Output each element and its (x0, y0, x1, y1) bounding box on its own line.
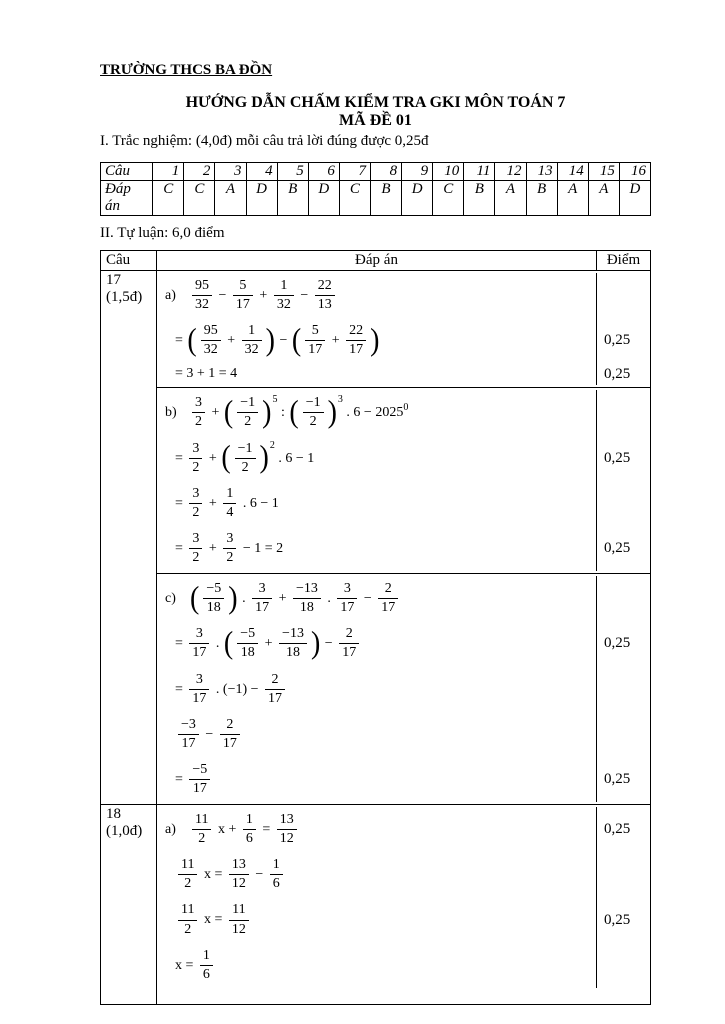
mc-answer: C (153, 181, 184, 216)
section-1-heading: I. Trắc nghiệm: (4,0đ) mỗi câu trả lời đúng được 0,25đ (100, 133, 429, 149)
fraction (279, 626, 307, 661)
mc-answer: D (308, 181, 339, 216)
math-expression: a) $\frac{95}{32}$ − $\frac{5}{17}$ + $\frac{1}{32}$ − $\frac{22}{13}$ (157, 273, 596, 318)
numerator: −5 (189, 762, 210, 780)
math-expression: = 3 + 1 = 4 (175, 366, 238, 382)
fraction (189, 762, 210, 797)
close-paren: ) (265, 322, 275, 358)
fraction (305, 323, 325, 358)
mc-answer: C (433, 181, 464, 216)
numerator: −1 (303, 395, 324, 413)
essay-table-body (101, 271, 650, 1004)
numerator: 3 (252, 581, 272, 599)
solution-line (157, 852, 650, 897)
part-label: c) (165, 590, 176, 606)
mc-answer: A (588, 181, 619, 216)
numerator: 13 (229, 857, 249, 875)
mc-answer: B (464, 181, 495, 216)
denominator: 18 (286, 645, 300, 661)
mc-question-number: 5 (277, 163, 308, 181)
close-paren: ) (228, 580, 238, 616)
fraction (237, 626, 258, 661)
denominator: 32 (244, 342, 259, 358)
numerator: 3 (189, 486, 202, 504)
mc-answer: D (246, 181, 277, 216)
denominator: 2 (184, 921, 192, 937)
numerator: 2 (339, 626, 359, 644)
score-cell: 0,25 (596, 526, 650, 571)
score-cell (596, 852, 650, 897)
mc-question-number: 4 (246, 163, 277, 181)
score-cell: 0,25 (596, 807, 650, 852)
mc-question-number: 11 (464, 163, 495, 181)
math-expression: a) $\frac{11}{2}$ x + $\frac{1}{6}$ = $\frac{13}{12}$ (157, 807, 596, 852)
numerator: −5 (237, 626, 258, 644)
numerator: −13 (293, 581, 321, 599)
numerator: 1 (200, 948, 213, 966)
denominator: 2 (195, 414, 202, 430)
solution-line (157, 757, 650, 802)
fraction (235, 441, 256, 476)
exponent: 3 (337, 394, 343, 406)
fraction (242, 323, 262, 358)
denominator: 17 (308, 342, 323, 358)
math-expression: = ( $\frac{95}{32}$ + $\frac{1}{32}$ ) − ( $\frac{5}{17}$ + $\frac{22}{17}$ ) (175, 322, 380, 358)
open-paren: ( (221, 440, 231, 475)
denominator: 17 (255, 600, 270, 616)
fraction (233, 278, 253, 313)
math-expression: $\frac{11}{2}$ x = $\frac{11}{12}$ (157, 897, 596, 942)
fraction (315, 278, 335, 313)
essay-header-diem: Điểm (596, 251, 650, 270)
mc-answer: C (184, 181, 215, 216)
fraction (192, 812, 211, 847)
essay-header-cau: Câu (101, 251, 157, 270)
fraction (293, 581, 321, 616)
math-expression: = $\frac{3}{2}$ + $\frac{3}{2}$ − 1 = 2 (175, 530, 284, 566)
mc-question-number: 13 (526, 163, 557, 181)
numerator: 1 (243, 812, 256, 830)
math-expression: = $\frac{3}{17}$ . (−1) − $\frac{2}{17}$ (157, 667, 596, 712)
solution-line (157, 943, 650, 988)
mc-answer: A (495, 181, 526, 216)
denominator: 17 (349, 342, 364, 358)
essay-table-header-row (101, 251, 650, 271)
numerator: 3 (192, 395, 205, 413)
denominator: 2 (226, 550, 234, 566)
fraction (203, 581, 224, 616)
fraction (237, 395, 258, 430)
solution-line (157, 712, 650, 757)
part-label: a) (165, 821, 176, 837)
solution-line (157, 897, 650, 942)
denominator: 17 (192, 690, 207, 706)
numerator: 22 (346, 323, 366, 341)
fraction (229, 857, 249, 892)
mc-question-number: 14 (557, 163, 588, 181)
mc-answer: D (619, 181, 650, 216)
denominator: 4 (226, 504, 234, 520)
open-paren: ( (289, 395, 299, 430)
close-paren: ) (259, 440, 269, 475)
fraction (223, 486, 236, 521)
fraction (178, 857, 197, 892)
solution-line (157, 318, 650, 363)
math-expression: c) ( $\frac{-5}{18}$ ) . $\frac{3}{17}$ + $\frac{-13}{18}$ . $\frac{3}{17}$ − $\frac{2}{17}$ (157, 576, 596, 621)
mc-row-label-cau: Câu (101, 163, 153, 181)
denominator: 17 (222, 735, 237, 751)
fraction (189, 626, 209, 661)
essay-row (101, 805, 650, 1004)
denominator: 2 (198, 831, 206, 847)
mc-row-label-dapan: Đáp án (101, 181, 153, 216)
numerator: 3 (189, 626, 209, 644)
denominator: 17 (192, 780, 207, 796)
math-expression: = $\frac{3}{2}$ + $\frac{1}{4}$ . 6 − 1 (175, 485, 279, 520)
score-cell (596, 390, 650, 435)
numerator: −5 (203, 581, 224, 599)
denominator: 32 (203, 342, 218, 358)
numerator: 11 (178, 857, 197, 875)
fraction (303, 395, 324, 430)
score-cell (596, 273, 650, 318)
solution-line (157, 667, 650, 712)
denominator: 2 (309, 414, 317, 430)
numerator: 11 (178, 902, 197, 920)
numerator: 3 (223, 531, 236, 549)
numerator: 3 (189, 441, 202, 459)
open-paren: ( (291, 322, 302, 358)
part-label: a) (165, 287, 176, 303)
numerator: −1 (235, 441, 256, 459)
solution-line (157, 390, 650, 435)
denominator: 2 (241, 459, 249, 475)
numerator: 3 (337, 581, 357, 599)
fraction (200, 948, 213, 983)
math-expression: = $\frac{3}{17}$ . ( $\frac{-5}{18}$ + $\frac{-13}{18}$ ) − $\frac{2}{17}$ (157, 621, 596, 666)
fraction (192, 278, 212, 313)
score-cell: 0,25 (596, 621, 650, 666)
fraction (252, 581, 272, 616)
school-name: TRƯỜNG THCS BA ĐỒN (100, 62, 273, 78)
numerator: 95 (201, 323, 221, 341)
denominator: 17 (192, 645, 207, 661)
answer-part (157, 574, 650, 804)
fraction (270, 857, 283, 892)
numerator: 3 (189, 531, 202, 549)
essay-answer-table (100, 250, 651, 1005)
fraction (189, 672, 209, 707)
essay-question-cell (101, 271, 157, 804)
numerator: 1 (223, 486, 236, 504)
fraction (337, 581, 357, 616)
numerator: −3 (178, 717, 199, 735)
numerator: 2 (220, 717, 240, 735)
exponent: 2 (269, 439, 275, 451)
mc-question-number: 12 (495, 163, 526, 181)
mc-answer: C (339, 181, 370, 216)
exponent: 0 (403, 402, 409, 414)
score-cell: 0,25 (596, 363, 650, 385)
solution-line (157, 436, 650, 481)
denominator: 17 (268, 690, 283, 706)
close-paren: ) (262, 395, 272, 430)
denominator: 18 (299, 600, 314, 616)
question-number: 17 (106, 272, 121, 288)
mc-answer: B (370, 181, 401, 216)
document-title: HƯỚNG DẪN CHẤM KIỂM TRA GKI MÔN TOÁN 7 (185, 94, 566, 111)
score-cell: 0,25 (596, 318, 650, 363)
denominator: 13 (317, 297, 332, 313)
score-cell: 0,25 (596, 757, 650, 802)
mc-question-number: 6 (308, 163, 339, 181)
denominator: 12 (279, 831, 294, 847)
essay-answer-parts (157, 805, 650, 1004)
denominator: 2 (184, 876, 192, 892)
denominator: 6 (272, 876, 280, 892)
numerator: 1 (270, 857, 283, 875)
score-cell (596, 481, 650, 526)
math-expression: = $\frac{3}{2}$ + ( $\frac{-1}{2}$ )$^2$ . 6 − 1 (175, 439, 315, 475)
numerator: 11 (192, 812, 211, 830)
solution-line (157, 576, 650, 621)
solution-line (157, 621, 650, 666)
numerator: 11 (229, 902, 249, 920)
denominator: 32 (195, 297, 209, 313)
fraction (243, 812, 256, 847)
mc-question-number: 15 (588, 163, 619, 181)
fraction (378, 581, 398, 616)
fraction (277, 812, 297, 847)
fraction (223, 531, 236, 566)
solution-line (157, 363, 650, 385)
numerator: 5 (233, 278, 253, 296)
fraction (346, 323, 366, 358)
mc-question-number: 10 (433, 163, 464, 181)
fraction (189, 486, 202, 521)
open-paren: ( (223, 625, 234, 661)
math-expression: x = $\frac{1}{6}$ (157, 943, 596, 988)
fraction (339, 626, 359, 661)
numerator: 13 (277, 812, 297, 830)
score-cell (596, 576, 650, 621)
score-cell: 0,25 (596, 436, 650, 481)
fraction (274, 278, 294, 313)
denominator: 32 (276, 297, 291, 313)
exponent: 5 (272, 394, 278, 406)
denominator: 17 (340, 600, 355, 616)
question-score: (1,0đ) (106, 823, 143, 840)
numerator: 3 (189, 672, 209, 690)
mc-answer: D (402, 181, 433, 216)
open-paren: ( (223, 395, 234, 430)
math-expression: $\frac{11}{2}$ x = $\frac{13}{12}$ − $\frac{1}{6}$ (157, 852, 596, 897)
part-label: b) (165, 405, 177, 421)
mc-answer: A (557, 181, 588, 216)
fraction (201, 323, 221, 358)
document-page (100, 62, 651, 1005)
mc-answer: A (215, 181, 246, 216)
exam-code: MÃ ĐỀ 01 (339, 112, 412, 129)
numerator: 1 (242, 323, 262, 341)
denominator: 6 (202, 966, 210, 982)
fraction (189, 531, 202, 566)
denominator: 18 (240, 645, 255, 661)
denominator: 12 (231, 921, 246, 937)
open-paren: ( (190, 580, 200, 616)
mc-answer: B (277, 181, 308, 216)
denominator: 2 (192, 504, 200, 520)
numerator: 2 (265, 672, 285, 690)
fraction (265, 672, 285, 707)
solution-line (157, 807, 650, 852)
close-paren: ) (310, 625, 321, 661)
denominator: 12 (231, 876, 246, 892)
denominator: 17 (381, 600, 396, 616)
solution-line (157, 273, 650, 318)
numerator: −1 (237, 395, 258, 413)
essay-row (101, 271, 650, 805)
denominator: 6 (245, 831, 253, 847)
essay-answer-parts (157, 271, 650, 804)
mc-question-number: 1 (153, 163, 184, 181)
answer-part (157, 271, 650, 388)
score-cell (596, 667, 650, 712)
mc-question-number: 8 (370, 163, 401, 181)
question-number: 18 (106, 806, 121, 823)
mc-question-number: 7 (339, 163, 370, 181)
solution-line (157, 481, 650, 526)
numerator: 1 (274, 278, 294, 296)
mc-question-number: 2 (184, 163, 215, 181)
mc-question-number: 16 (619, 163, 650, 181)
denominator: 2 (244, 414, 252, 430)
score-cell (596, 712, 650, 757)
solution-line (157, 526, 650, 571)
fraction (178, 902, 197, 937)
numerator: 95 (192, 278, 212, 296)
numerator: 22 (315, 278, 335, 296)
denominator: 2 (192, 459, 200, 475)
fraction (220, 717, 240, 752)
section-2-heading: II. Tự luận: 6,0 điểm (100, 225, 225, 241)
multiple-choice-answer-table (100, 162, 651, 216)
open-paren: ( (187, 322, 197, 358)
question-score: (1,5đ) (106, 289, 143, 305)
mc-answer: B (526, 181, 557, 216)
denominator: 17 (181, 735, 196, 751)
close-paren: ) (327, 395, 337, 430)
answer-part (157, 805, 650, 1004)
numerator: 2 (378, 581, 398, 599)
score-cell (596, 943, 650, 988)
fraction (192, 395, 205, 430)
fraction (178, 717, 199, 752)
close-paren: ) (370, 322, 380, 358)
answer-part (157, 388, 650, 574)
score-cell: 0,25 (596, 897, 650, 942)
math-expression: $\frac{-3}{17}$ − $\frac{2}{17}$ (157, 712, 596, 757)
denominator: 2 (192, 550, 200, 566)
math-expression: = $\frac{-5}{17}$ (157, 757, 596, 802)
essay-question-cell (101, 805, 157, 1004)
denominator: 17 (342, 645, 357, 661)
denominator: 18 (206, 600, 221, 616)
mc-question-number: 3 (215, 163, 246, 181)
essay-header-dapan: Đáp án (355, 252, 398, 268)
denominator: 17 (235, 297, 250, 313)
numerator: −13 (279, 626, 307, 644)
fraction (189, 441, 202, 476)
numerator: 5 (305, 323, 325, 341)
fraction (229, 902, 249, 937)
math-expression: b) $\frac{3}{2}$ + ( $\frac{-1}{2}$ )$^5$ : ( $\frac{-1}{2}$ )$^3$ . $6 - 2025^0$ (165, 394, 409, 430)
mc-question-number: 9 (402, 163, 433, 181)
